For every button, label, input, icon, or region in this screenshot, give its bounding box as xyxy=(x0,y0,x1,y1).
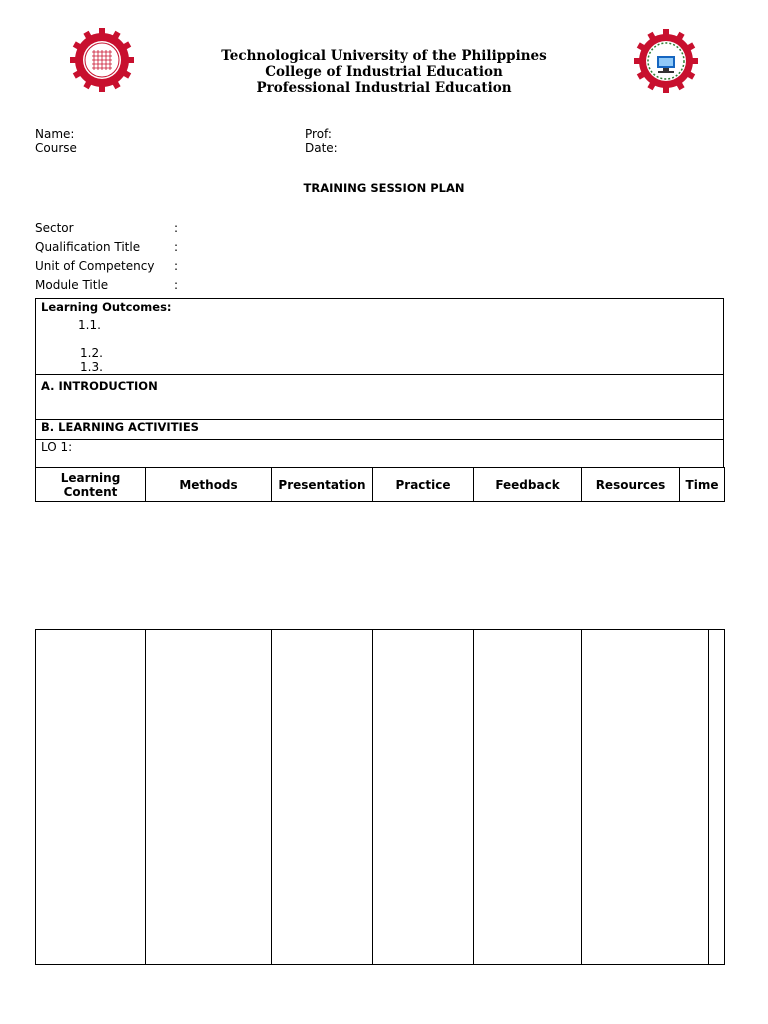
learning-activities-heading: B. LEARNING ACTIVITIES xyxy=(41,420,199,434)
learning-content-cell[interactable] xyxy=(36,630,146,965)
qualification-title-colon: : xyxy=(174,240,179,254)
learning-outcome-item: 1.2. xyxy=(80,346,103,360)
learning-outcome-item: 1.3. xyxy=(80,360,103,374)
sector-colon: : xyxy=(174,221,179,235)
page-title: TRAINING SESSION PLAN xyxy=(303,181,465,195)
learning-outcome-item: 1.1. xyxy=(78,318,101,332)
qualification-title-label: Qualification Title xyxy=(35,240,141,254)
department-name: Professional Industrial Education xyxy=(256,80,512,96)
module-title-label: Module Title xyxy=(35,278,109,292)
learning-outcomes-box xyxy=(35,298,724,375)
header-time: Time xyxy=(680,468,725,502)
introduction-heading: A. INTRODUCTION xyxy=(41,379,158,393)
module-title-colon: : xyxy=(174,278,179,292)
sector-label: Sector xyxy=(35,221,74,235)
activities-header-table xyxy=(35,467,725,502)
header-methods: Methods xyxy=(146,468,272,502)
resources-cell[interactable] xyxy=(582,630,709,965)
lo-row xyxy=(35,439,724,467)
header-feedback: Feedback xyxy=(474,468,582,502)
learning-activities-box xyxy=(35,419,724,440)
practice-cell[interactable] xyxy=(373,630,474,965)
activities-body-table xyxy=(35,629,725,965)
unit-of-competency-label: Unit of Competency xyxy=(35,259,155,273)
header-learning-content: Learning Content xyxy=(36,468,146,502)
unit-of-competency-colon: : xyxy=(174,259,179,273)
presentation-cell[interactable] xyxy=(272,630,373,965)
college-name: College of Industrial Education xyxy=(265,64,503,80)
time-cell[interactable] xyxy=(709,630,725,965)
date-label: Date: xyxy=(305,141,338,155)
university-name: Technological University of the Philippines xyxy=(221,48,547,64)
introduction-box xyxy=(35,374,724,420)
header-practice: Practice xyxy=(373,468,474,502)
name-label: Name: xyxy=(35,127,75,141)
learning-outcomes-heading: Learning Outcomes: xyxy=(41,300,172,314)
header-presentation: Presentation xyxy=(272,468,373,502)
header-resources: Resources xyxy=(582,468,680,502)
prof-label: Prof: xyxy=(305,127,332,141)
methods-cell[interactable] xyxy=(146,630,272,965)
course-label: Course xyxy=(35,141,77,155)
lo-label: LO 1: xyxy=(41,440,73,454)
feedback-cell[interactable] xyxy=(474,630,582,965)
